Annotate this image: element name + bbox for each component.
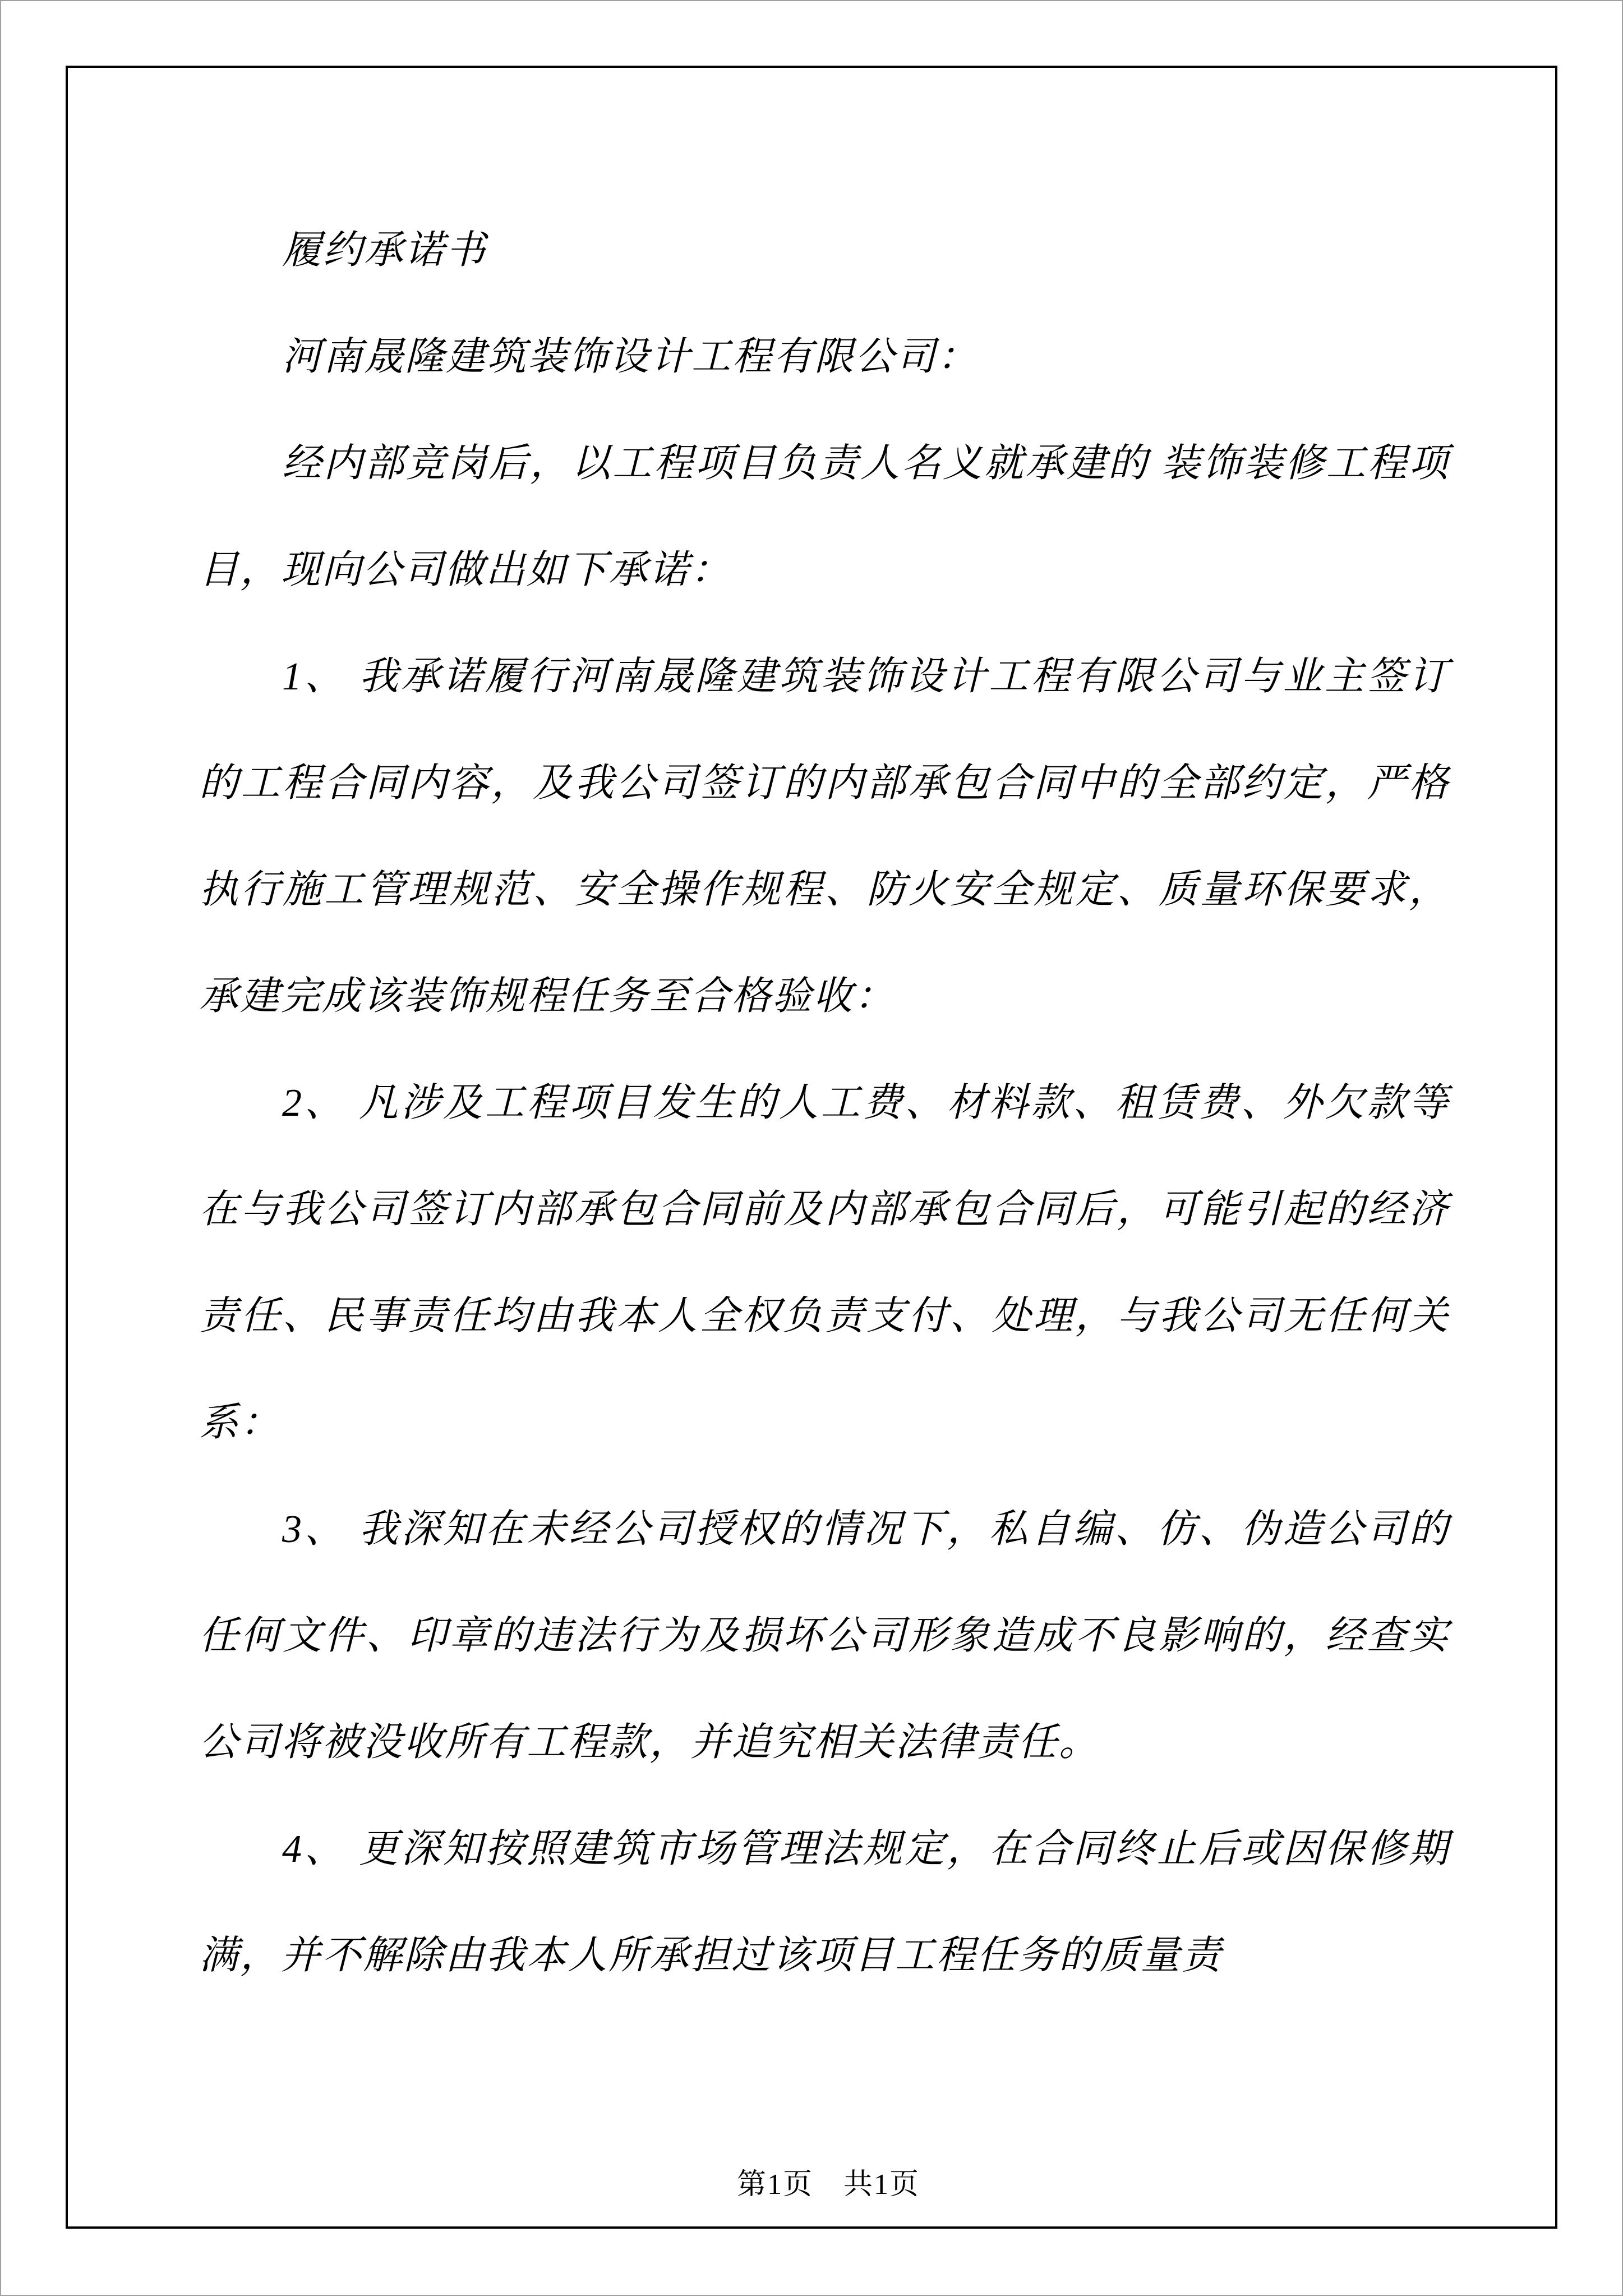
body-line: 执行施工管理规范、安全操作规程、防火安全规定、质量环保要求，: [199, 868, 1450, 912]
body-line: 2、 凡涉及工程项目发生的人工费、材料款、租赁费、外欠款等: [282, 1082, 1450, 1125]
page-number-text: 第1页 共1页: [736, 2169, 920, 2201]
body-line: 的工程合同内容，及我公司签订的内部承包合同中的全部约定，严格: [199, 762, 1450, 805]
body-line: 4、 更深知按照建筑市场管理法规定，在合同终止后或因保修期: [282, 1828, 1450, 1871]
page-footer: [1, 2127, 1622, 2235]
body-line: 1、 我承诺履行河南晟隆建筑装饰设计工程有限公司与业主签订: [282, 655, 1450, 698]
body-line: 经内部竞岗后，以工程项目负责人名义就承建的 装饰装修工程项: [282, 442, 1450, 485]
document-body: [199, 197, 1450, 2009]
body-line: 责任、民事责任均由我本人全权负责支付、处理，与我公司无任何关: [199, 1295, 1450, 1338]
body-line: 系：: [199, 1401, 281, 1444]
body-line: 满，并不解除由我本人所承担过该项目工程任务的质量责: [199, 1934, 1223, 1977]
body-line: 3、 我深知在未经公司授权的情况下，私自编、仿、伪造公司的: [282, 1508, 1450, 1551]
body-line: 目，现向公司做出如下承诺：: [199, 549, 731, 592]
body-line: 承建完成该装饰规程任务至合格验收：: [199, 975, 895, 1018]
body-line: 公司将被没收所有工程款，并追究相关法律责任。: [199, 1721, 1100, 1764]
body-line: 在与我公司签订内部承包合同前及内部承包合同后，可能引起的经济: [199, 1188, 1450, 1231]
body-line: 任何文件、印章的违法行为及损坏公司形象造成不良影响的，经查实: [199, 1614, 1450, 1658]
salutation-line: 河南晟隆建筑装饰设计工程有限公司：: [282, 335, 978, 379]
title-line: 履约承诺书: [282, 229, 487, 272]
